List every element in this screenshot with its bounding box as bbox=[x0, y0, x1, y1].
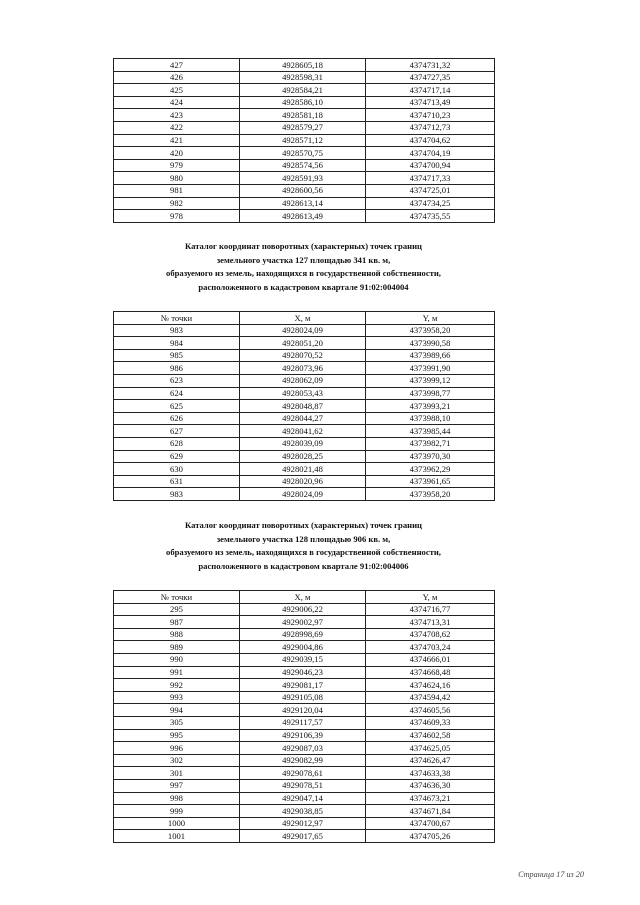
cell-x: 4928586,10 bbox=[240, 96, 366, 109]
table-row bbox=[114, 779, 495, 792]
cell-x: 4928053,43 bbox=[240, 387, 366, 400]
column-header-x: X, м bbox=[240, 312, 366, 325]
cell-y: 4373999,12 bbox=[366, 374, 495, 387]
table-row bbox=[114, 362, 495, 375]
cell-x: 4929081,17 bbox=[240, 679, 366, 692]
cell-y: 4374704,19 bbox=[366, 147, 495, 160]
cell-point-number: 999 bbox=[114, 805, 240, 818]
cell-point-number: 422 bbox=[114, 121, 240, 134]
cell-x: 4929082,99 bbox=[240, 754, 366, 767]
cell-point-number: 980 bbox=[114, 172, 240, 185]
coordinates-table-plot-128 bbox=[113, 590, 495, 843]
cell-x: 4929002,97 bbox=[240, 616, 366, 629]
cell-x: 4928579,27 bbox=[240, 121, 366, 134]
table-row bbox=[114, 603, 495, 616]
cell-y: 4374727,35 bbox=[366, 71, 495, 84]
table-row bbox=[114, 147, 495, 160]
table-row bbox=[114, 716, 495, 729]
table-row bbox=[114, 324, 495, 337]
cell-x: 4929046,23 bbox=[240, 666, 366, 679]
cell-point-number: 625 bbox=[114, 400, 240, 413]
table-row bbox=[114, 184, 495, 197]
cell-point-number: 994 bbox=[114, 704, 240, 717]
cell-y: 4373961,65 bbox=[366, 475, 495, 488]
table-row bbox=[114, 616, 495, 629]
cell-point-number: 302 bbox=[114, 754, 240, 767]
cell-point-number: 627 bbox=[114, 425, 240, 438]
cell-x: 4928998,69 bbox=[240, 628, 366, 641]
cell-y: 4374671,84 bbox=[366, 805, 495, 818]
table-row bbox=[114, 805, 495, 818]
cell-y: 4373958,20 bbox=[366, 488, 495, 501]
table-row bbox=[114, 96, 495, 109]
cell-y: 4374731,32 bbox=[366, 59, 495, 72]
section-caption-plot-127 bbox=[113, 240, 494, 295]
table-row bbox=[114, 71, 495, 84]
cell-y: 4374705,26 bbox=[366, 830, 495, 843]
cell-point-number: 991 bbox=[114, 666, 240, 679]
table-row bbox=[114, 337, 495, 350]
cell-point-number: 295 bbox=[114, 603, 240, 616]
cell-x: 4928584,21 bbox=[240, 84, 366, 97]
cell-y: 4373970,30 bbox=[366, 450, 495, 463]
cell-y: 4374716,77 bbox=[366, 603, 495, 616]
table-row bbox=[114, 742, 495, 755]
cell-point-number: 630 bbox=[114, 463, 240, 476]
coordinates-table-continued bbox=[113, 58, 495, 223]
cell-y: 4374594,42 bbox=[366, 691, 495, 704]
table-header-row bbox=[114, 591, 495, 604]
caption-line: Каталог координат поворотных (характерных) точек границ bbox=[185, 241, 422, 251]
cell-point-number: 987 bbox=[114, 616, 240, 629]
cell-y: 4374602,58 bbox=[366, 729, 495, 742]
cell-x: 4929105,08 bbox=[240, 691, 366, 704]
table-row bbox=[114, 59, 495, 72]
cell-x: 4929087,03 bbox=[240, 742, 366, 755]
table-row bbox=[114, 349, 495, 362]
cell-x: 4928024,09 bbox=[240, 324, 366, 337]
coordinates-table-plot-127 bbox=[113, 311, 495, 501]
table-row bbox=[114, 210, 495, 223]
table-row bbox=[114, 488, 495, 501]
table-header-row bbox=[114, 312, 495, 325]
cell-x: 4929012,97 bbox=[240, 817, 366, 830]
cell-point-number: 985 bbox=[114, 349, 240, 362]
table-row bbox=[114, 641, 495, 654]
cell-y: 4373993,21 bbox=[366, 400, 495, 413]
table-row bbox=[114, 704, 495, 717]
cell-y: 4374717,14 bbox=[366, 84, 495, 97]
cell-y: 4374713,31 bbox=[366, 616, 495, 629]
cell-x: 4928613,14 bbox=[240, 197, 366, 210]
cell-y: 4374734,25 bbox=[366, 197, 495, 210]
cell-x: 4929017,65 bbox=[240, 830, 366, 843]
cell-x: 4929004,86 bbox=[240, 641, 366, 654]
table-row bbox=[114, 134, 495, 147]
cell-point-number: 426 bbox=[114, 71, 240, 84]
cell-y: 4373982,71 bbox=[366, 437, 495, 450]
cell-point-number: 305 bbox=[114, 716, 240, 729]
cell-y: 4374636,30 bbox=[366, 779, 495, 792]
cell-point-number: 1001 bbox=[114, 830, 240, 843]
cell-x: 4928070,52 bbox=[240, 349, 366, 362]
cell-y: 4374708,62 bbox=[366, 628, 495, 641]
cell-x: 4928571,12 bbox=[240, 134, 366, 147]
cell-point-number: 626 bbox=[114, 412, 240, 425]
cell-y: 4373991,90 bbox=[366, 362, 495, 375]
table-row bbox=[114, 412, 495, 425]
cell-y: 4374624,16 bbox=[366, 679, 495, 692]
section-caption-plot-128 bbox=[113, 519, 494, 574]
cell-x: 4929038,85 bbox=[240, 805, 366, 818]
cell-x: 4928073,96 bbox=[240, 362, 366, 375]
cell-point-number: 983 bbox=[114, 488, 240, 501]
cell-point-number: 988 bbox=[114, 628, 240, 641]
cell-y: 4374704,62 bbox=[366, 134, 495, 147]
cell-point-number: 624 bbox=[114, 387, 240, 400]
table-row bbox=[114, 754, 495, 767]
column-header-point-number: № точки bbox=[114, 312, 240, 325]
cell-point-number: 990 bbox=[114, 653, 240, 666]
table-row bbox=[114, 691, 495, 704]
cell-x: 4929078,51 bbox=[240, 779, 366, 792]
cell-point-number: 631 bbox=[114, 475, 240, 488]
cell-x: 4928570,75 bbox=[240, 147, 366, 160]
table-row bbox=[114, 475, 495, 488]
cell-point-number: 997 bbox=[114, 779, 240, 792]
caption-line: образуемого из земель, находящихся в государственной собственности, bbox=[166, 268, 441, 279]
cell-y: 4374700,94 bbox=[366, 159, 495, 172]
table-row bbox=[114, 666, 495, 679]
column-header-y: Y, м bbox=[366, 312, 495, 325]
cell-x: 4928028,25 bbox=[240, 450, 366, 463]
table-row bbox=[114, 729, 495, 742]
table-body bbox=[114, 603, 495, 842]
cell-point-number: 998 bbox=[114, 792, 240, 805]
cell-y: 4374626,47 bbox=[366, 754, 495, 767]
cell-point-number: 427 bbox=[114, 59, 240, 72]
cell-point-number: 301 bbox=[114, 767, 240, 780]
table-row bbox=[114, 830, 495, 843]
table-row bbox=[114, 679, 495, 692]
cell-x: 4929106,39 bbox=[240, 729, 366, 742]
cell-y: 4374700,67 bbox=[366, 817, 495, 830]
cell-y: 4374633,38 bbox=[366, 767, 495, 780]
cell-x: 4928600,56 bbox=[240, 184, 366, 197]
cell-x: 4929078,61 bbox=[240, 767, 366, 780]
caption-line: расположенного в кадастровом квартале 91:02:004004 bbox=[198, 282, 409, 293]
table-row bbox=[114, 450, 495, 463]
cell-point-number: 423 bbox=[114, 109, 240, 122]
column-header-x: X, м bbox=[240, 591, 366, 604]
column-header-y: Y, м bbox=[366, 591, 495, 604]
cell-point-number: 982 bbox=[114, 197, 240, 210]
column-header-point-number: № точки bbox=[114, 591, 240, 604]
cell-y: 4374703,24 bbox=[366, 641, 495, 654]
table-row bbox=[114, 109, 495, 122]
cell-x: 4928051,20 bbox=[240, 337, 366, 350]
cell-point-number: 424 bbox=[114, 96, 240, 109]
table-row bbox=[114, 463, 495, 476]
cell-y: 4374609,33 bbox=[366, 716, 495, 729]
cell-point-number: 989 bbox=[114, 641, 240, 654]
cell-x: 4929039,15 bbox=[240, 653, 366, 666]
cell-x: 4928605,18 bbox=[240, 59, 366, 72]
table-row bbox=[114, 792, 495, 805]
cell-x: 4928598,31 bbox=[240, 71, 366, 84]
cell-x: 4928021,48 bbox=[240, 463, 366, 476]
cell-y: 4374725,01 bbox=[366, 184, 495, 197]
table-row bbox=[114, 121, 495, 134]
cell-point-number: 986 bbox=[114, 362, 240, 375]
cell-x: 4929117,57 bbox=[240, 716, 366, 729]
cell-y: 4374712,73 bbox=[366, 121, 495, 134]
cell-point-number: 629 bbox=[114, 450, 240, 463]
cell-y: 4374713,49 bbox=[366, 96, 495, 109]
cell-x: 4929120,04 bbox=[240, 704, 366, 717]
table-row bbox=[114, 197, 495, 210]
page-number: Страница 17 из 20 bbox=[518, 870, 584, 879]
cell-y: 4374673,21 bbox=[366, 792, 495, 805]
cell-point-number: 628 bbox=[114, 437, 240, 450]
cell-y: 4374735,55 bbox=[366, 210, 495, 223]
cell-point-number: 421 bbox=[114, 134, 240, 147]
caption-line: расположенного в кадастровом квартале 91:02:004006 bbox=[198, 561, 409, 572]
cell-point-number: 983 bbox=[114, 324, 240, 337]
cell-y: 4373990,58 bbox=[366, 337, 495, 350]
table-body bbox=[114, 59, 495, 223]
cell-point-number: 996 bbox=[114, 742, 240, 755]
cell-point-number: 995 bbox=[114, 729, 240, 742]
cell-x: 4928020,96 bbox=[240, 475, 366, 488]
caption-line: образуемого из земель, находящихся в государственной собственности, bbox=[166, 547, 441, 558]
table-row bbox=[114, 84, 495, 97]
cell-point-number: 992 bbox=[114, 679, 240, 692]
cell-x: 4928024,09 bbox=[240, 488, 366, 501]
cell-x: 4928041,62 bbox=[240, 425, 366, 438]
cell-point-number: 979 bbox=[114, 159, 240, 172]
table-row bbox=[114, 437, 495, 450]
cell-point-number: 425 bbox=[114, 84, 240, 97]
table-row bbox=[114, 767, 495, 780]
table-row bbox=[114, 628, 495, 641]
cell-y: 4374666,01 bbox=[366, 653, 495, 666]
cell-point-number: 981 bbox=[114, 184, 240, 197]
table-row bbox=[114, 159, 495, 172]
table-row bbox=[114, 425, 495, 438]
caption-line: Каталог координат поворотных (характерных) точек границ bbox=[185, 520, 422, 530]
cell-point-number: 623 bbox=[114, 374, 240, 387]
cell-point-number: 1000 bbox=[114, 817, 240, 830]
table-body bbox=[114, 324, 495, 500]
table-row bbox=[114, 400, 495, 413]
table-row bbox=[114, 817, 495, 830]
cell-x: 4928613,49 bbox=[240, 210, 366, 223]
cell-y: 4373998,77 bbox=[366, 387, 495, 400]
cell-y: 4374668,48 bbox=[366, 666, 495, 679]
cell-y: 4374605,56 bbox=[366, 704, 495, 717]
cell-point-number: 993 bbox=[114, 691, 240, 704]
table-row bbox=[114, 374, 495, 387]
cell-x: 4928039,09 bbox=[240, 437, 366, 450]
cell-x: 4928048,87 bbox=[240, 400, 366, 413]
cell-y: 4373988,10 bbox=[366, 412, 495, 425]
cell-x: 4928581,18 bbox=[240, 109, 366, 122]
cell-x: 4929047,14 bbox=[240, 792, 366, 805]
caption-line: земельного участка 127 площадью 341 кв. м, bbox=[216, 254, 391, 265]
cell-y: 4373962,29 bbox=[366, 463, 495, 476]
cell-y: 4374710,23 bbox=[366, 109, 495, 122]
table-row bbox=[114, 172, 495, 185]
cell-point-number: 978 bbox=[114, 210, 240, 223]
cell-y: 4373985,44 bbox=[366, 425, 495, 438]
cell-x: 4928574,56 bbox=[240, 159, 366, 172]
cell-x: 4928062,09 bbox=[240, 374, 366, 387]
table-row bbox=[114, 387, 495, 400]
cell-y: 4374717,33 bbox=[366, 172, 495, 185]
cell-y: 4373989,66 bbox=[366, 349, 495, 362]
caption-line: земельного участка 128 площадью 906 кв. м, bbox=[216, 533, 391, 544]
cell-point-number: 420 bbox=[114, 147, 240, 160]
table-row bbox=[114, 653, 495, 666]
cell-point-number: 984 bbox=[114, 337, 240, 350]
cell-y: 4374625,05 bbox=[366, 742, 495, 755]
cell-y: 4373958,20 bbox=[366, 324, 495, 337]
cell-x: 4929006,22 bbox=[240, 603, 366, 616]
cell-x: 4928591,93 bbox=[240, 172, 366, 185]
cell-x: 4928044,27 bbox=[240, 412, 366, 425]
